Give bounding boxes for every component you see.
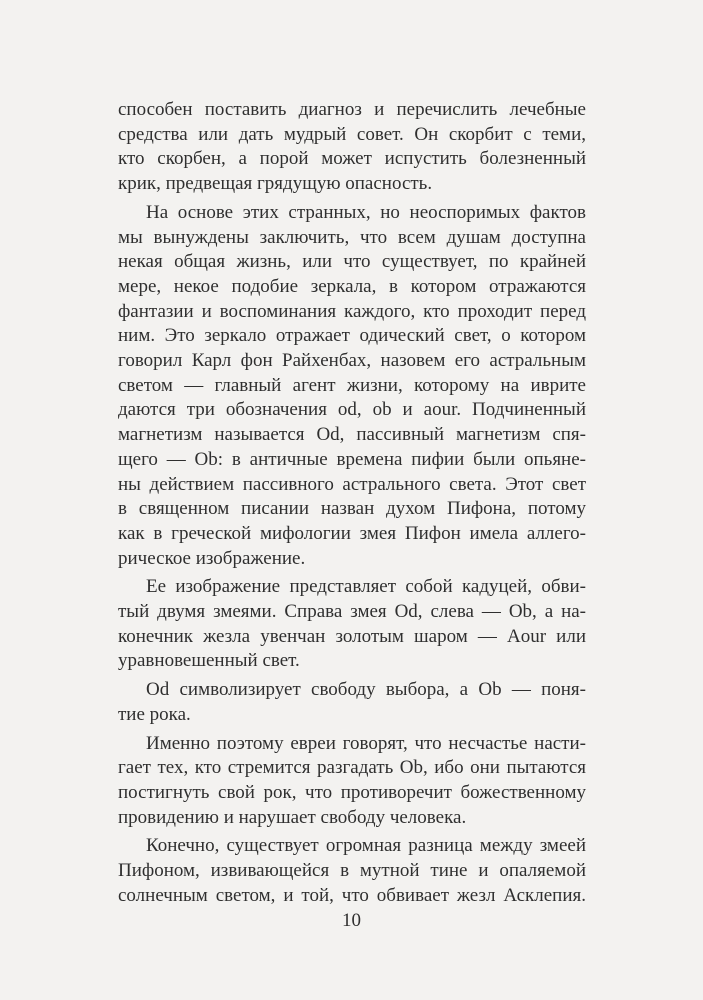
text-line: фантазии и воспоминания каждого, кто проходит перед [118,300,586,322]
page-number: 10 [342,910,361,931]
text-line: Od символизирует свободу выбора, а Ob — поня- [146,679,586,701]
text-line: постигнуть свой рок, что противоречит божественному [118,781,586,803]
paragraph [118,678,586,727]
text-line: кто скорбен, а порой может испустить болезненный [118,148,586,170]
text-line: солнечным светом, и той, что обвивает жезл Асклепия. [118,884,586,906]
text-line: конечник жезла увенчан золотым шаром — Aour или [118,625,586,647]
paragraph [118,98,586,197]
text-line: средства или дать мудрый совет. Он скорбит с теми, [118,123,586,145]
text-line: в священном писании назван духом Пифона, потому [118,498,586,520]
text-line: даются три обозначения od, ob и aour. Подчиненный [118,399,586,421]
text-line: тый двумя змеями. Справа змея Od, слева — Ob, а на- [118,601,586,623]
text-line: некая общая жизнь, или что существует, по крайней [118,251,586,273]
text-line: крик, предвещая грядущую опасность. [118,173,433,195]
text-line: ны действием пассивного астрального света. Этот свет [118,473,586,495]
text-line: рическое изображение. [118,547,306,569]
text-line: мы вынуждены заключить, что всем душам доступна [118,226,586,248]
text-line: Ее изображение представляет собой кадуцей, обви- [146,576,586,598]
text-line: провидению и нарушает свободу человека. [118,806,467,828]
text-line: Пифоном, извивающейся в мутной тине и опаляемой [118,860,586,882]
text-line: Именно поэтому евреи говорят, что несчастье насти- [146,732,586,754]
text-line: ним. Это зеркало отражает одический свет, о котором [118,325,586,347]
text-line: мере, некое подобие зеркала, в котором отражаются [118,275,586,297]
text-line: уравновешенный свет. [118,650,300,672]
text-line: светом — главный агент жизни, которому на иврите [118,374,586,396]
body-text [118,98,586,913]
paragraph [118,834,586,908]
text-line: тие рока. [118,703,191,725]
text-line: говорил Карл фон Райхенбах, назовем его астральным [118,350,586,372]
text-line: щего — Ob: в античные времена пифии были опьяне- [118,448,586,470]
text-line: гает тех, кто стремится разгадать Ob, ибо они пытаются [118,757,586,779]
text-line: На основе этих странных, но неоспоримых фактов [146,201,586,223]
paragraph [118,732,586,831]
text-line: Конечно, существует огромная разница между змеей [146,835,586,857]
text-line: способен поставить диагноз и перечислить лечебные [118,99,586,120]
paragraph [118,575,586,674]
text-line: как в греческой мифологии змея Пифон имела аллего- [118,522,586,544]
paragraph [118,201,586,572]
text-line: магнетизм называется Od, пассивный магнетизм спя- [118,424,586,446]
